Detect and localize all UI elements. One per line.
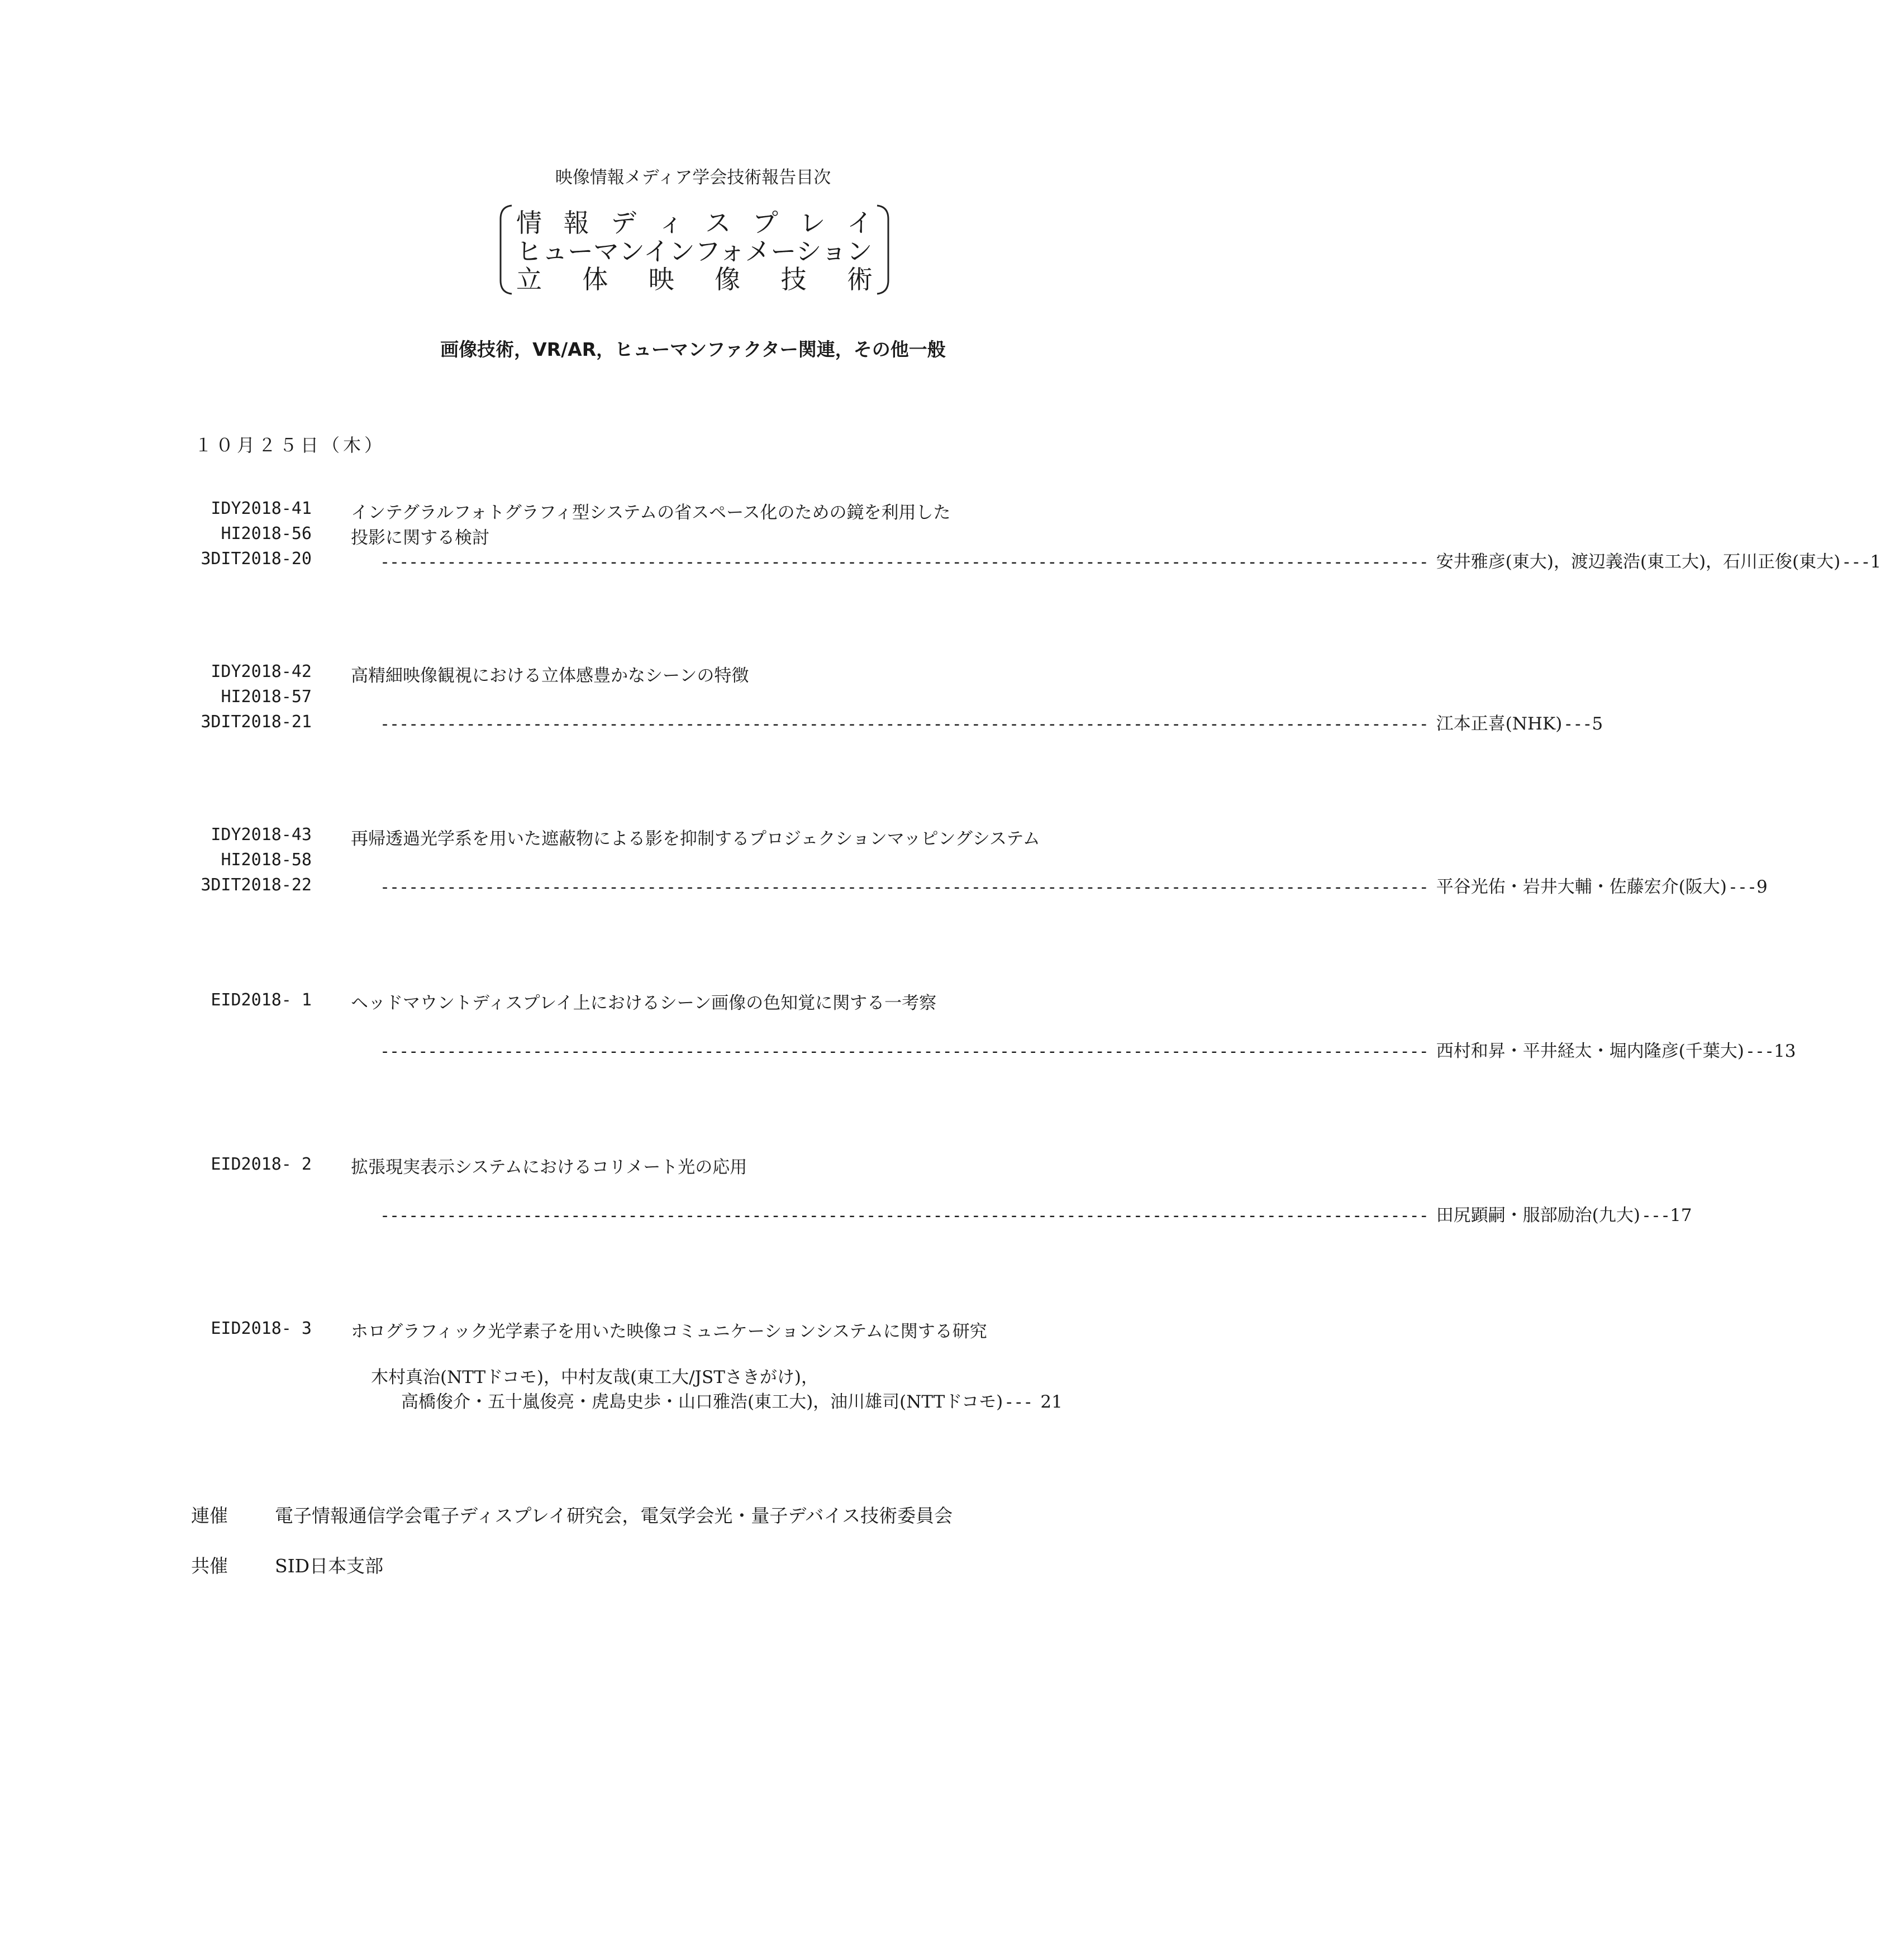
paper-title: 拡張現実表示システムにおけるコリメート光の応用 — [351, 1157, 747, 1177]
joint-sponsor-label: 連催 — [191, 1505, 228, 1527]
paper-title: ホログラフィック光学素子を用いた映像コミュニケーションシステムに関する研究 — [351, 1322, 987, 1342]
committee-glyph: 映 — [648, 264, 674, 294]
paper-id: HI2018-58 — [221, 850, 312, 870]
page-number: 21 — [1040, 1392, 1063, 1412]
page-number: 1 — [1870, 552, 1881, 572]
page-number: 13 — [1774, 1041, 1796, 1061]
committee-glyph: 術 — [846, 264, 873, 294]
paper-id: IDY2018-42 — [211, 662, 312, 681]
committee-glyph: レ — [799, 208, 826, 238]
committee-glyph: 情 — [516, 208, 542, 238]
paper-id: IDY2018-41 — [211, 499, 312, 518]
paper-title: 投影に関する検討 — [351, 528, 489, 548]
paper-id: IDY2018-43 — [211, 825, 312, 845]
page-number: 5 — [1592, 714, 1603, 734]
committee-glyph: デ — [611, 208, 637, 238]
committee-glyph: 報 — [563, 208, 589, 238]
dot-leader: -------------------------------------------------------------------------------------------------------------- — [380, 1042, 1428, 1061]
paper-ids — [168, 822, 312, 898]
paper-id: HI2018-56 — [221, 524, 312, 543]
committee-glyph: 技 — [780, 264, 807, 294]
committee-glyph: プ — [752, 208, 778, 238]
dot-leader-end: --- — [1841, 552, 1870, 572]
paper-authors: 木村真治(NTTドコモ)，中村友哉(東工大/JSTさきがけ)， — [371, 1367, 818, 1387]
committee-glyph: イ — [846, 208, 873, 238]
paper-author-line — [380, 547, 1881, 573]
paper-id: EID2018- 1 — [211, 990, 312, 1010]
committee-glyph: ス — [705, 208, 731, 238]
cosponsor-label: 共催 — [191, 1555, 228, 1577]
paper-authors: 平谷光佑・岩井大輔・佐藤宏介(阪大) — [1436, 877, 1727, 897]
session-theme: 画像技術，VR/AR，ヒューマンファクター関連，その他一般 — [440, 338, 946, 360]
cosponsor-text: SID日本支部 — [275, 1555, 384, 1577]
paper-title: 高精細映像観視における立体感豊かなシーンの特徴 — [351, 666, 749, 686]
paper-ids — [168, 659, 312, 735]
paper-authors: 高橋俊介・五十嵐俊亮・虎島史歩・山口雅浩(東工大)，油川雄司(NTTドコモ) — [401, 1392, 1003, 1412]
committee-names-bracket — [496, 202, 893, 297]
page-number: 9 — [1756, 877, 1768, 897]
dot-leader-end: --- — [1563, 714, 1592, 734]
paper-ids — [168, 1152, 312, 1177]
dot-leader: -------------------------------------------------------------------------------------------------------------- — [380, 1206, 1428, 1225]
paper-id: EID2018- 2 — [211, 1155, 312, 1174]
paper-ids — [168, 496, 312, 571]
paper-title: 再帰透過光学系を用いた遮蔽物による影を抑制するプロジェクションマッピングシステム — [351, 829, 1040, 849]
paper-authors: 田尻顕嗣・服部励治(九大) — [1436, 1205, 1640, 1225]
committee-glyph: ィ — [658, 208, 684, 238]
dot-leader: -------------------------------------------------------------------------------------------------------------- — [380, 552, 1428, 572]
dot-leader-end: --- — [1745, 1042, 1774, 1061]
paper-id: 3DIT2018-21 — [201, 712, 312, 732]
committee-3dit — [516, 266, 873, 292]
committee-hi: ヒューマンインフォメーション — [516, 236, 873, 266]
page-number: 17 — [1670, 1205, 1692, 1225]
paper-id: 3DIT2018-22 — [201, 875, 312, 895]
committee-glyph: 体 — [582, 264, 608, 294]
report-title: 映像情報メディア学会技術報告目次 — [555, 168, 831, 188]
paper-author-line — [380, 1037, 1796, 1062]
paper-author-line — [380, 1201, 1692, 1226]
paper-author-line — [401, 1387, 1189, 1413]
paper-author-line — [380, 709, 1603, 735]
paper-id: HI2018-57 — [221, 687, 312, 707]
paper-authors: 西村和昇・平井経太・堀内隆彦(千葉大) — [1436, 1041, 1744, 1061]
dot-leader-end: --- — [1727, 878, 1757, 897]
paper-ids — [168, 988, 312, 1013]
committee-glyph: 像 — [715, 264, 741, 294]
committee-glyph: 立 — [516, 264, 542, 294]
dot-leader-end: --- — [1004, 1392, 1033, 1412]
paper-id: EID2018- 3 — [211, 1319, 312, 1338]
paper-id: 3DIT2018-20 — [201, 549, 312, 569]
paper-authors: 安井雅彦(東大)，渡辺義浩(東工大)，石川正俊(東大) — [1436, 552, 1841, 572]
paper-title: インテグラルフォトグラフィ型システムの省スペース化のための鏡を利用した — [351, 503, 951, 523]
dot-leader: -------------------------------------------------------------------------------------------------------------- — [380, 878, 1428, 897]
committee-idy — [516, 210, 873, 236]
paper-ids — [168, 1316, 312, 1341]
joint-sponsor-text: 電子情報通信学会電子ディスプレイ研究会，電気学会光・量子デバイス技術委員会 — [275, 1505, 953, 1527]
dot-leader-end: --- — [1641, 1206, 1670, 1225]
paper-title: ヘッドマウントディスプレイ上におけるシーン画像の色知覚に関する一考察 — [351, 993, 937, 1013]
session-date: １０月２５日（木） — [194, 435, 386, 456]
paper-authors: 江本正喜(NHK) — [1436, 714, 1563, 734]
paper-author-line — [380, 872, 1768, 898]
dot-leader: -------------------------------------------------------------------------------------------------------------- — [380, 714, 1428, 734]
